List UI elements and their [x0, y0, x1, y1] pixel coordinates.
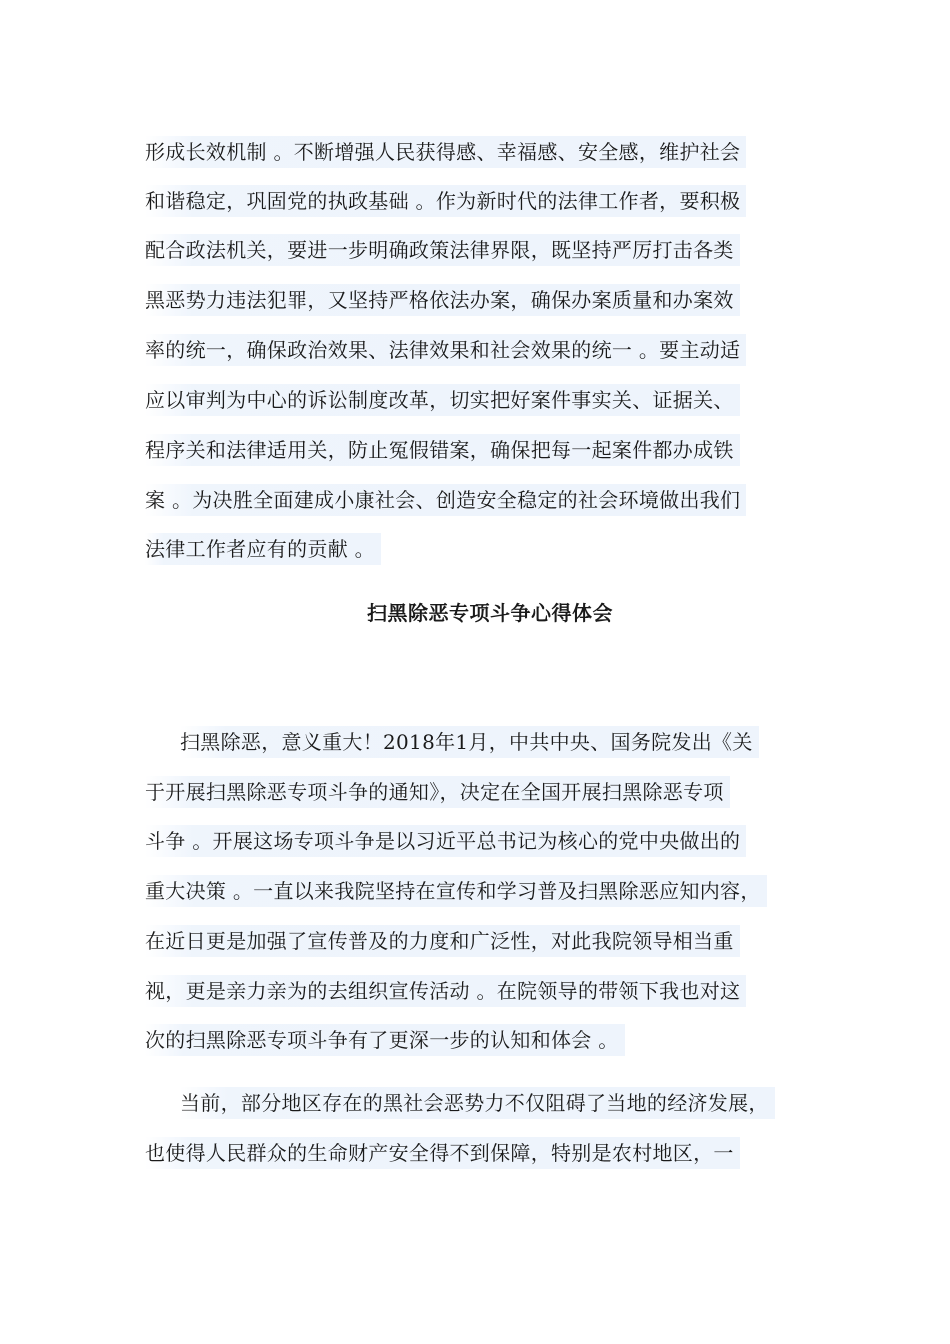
text-line: 案 。为决胜全面建成小康社会、创造安全稳定的社会环境做出我们 [145, 484, 746, 516]
text-line: 率的统一，确保政治效果、法律效果和社会效果的统一 。要主动适 [145, 334, 746, 366]
text-line: 重大决策 。一直以来我院坚持在宣传和学习普及扫黑除恶应知内容， [145, 875, 767, 907]
text-line: 形成长效机制 。不断增强人民获得感、幸福感、安全感，维护社会 [145, 136, 746, 168]
text-line: 斗争 。开展这场专项斗争是以习近平总书记为核心的党中央做出的 [145, 825, 746, 857]
document-title: 扫黑除恶专项斗争心得体会 [367, 601, 613, 625]
text-line: 于开展扫黑除恶专项斗争的通知》，决定在全国开展扫黑除恶专项 [145, 776, 730, 808]
text-line: 和谐稳定，巩固党的执政基础 。作为新时代的法律工作者，要积极 [145, 185, 746, 217]
text-line: 也使得人民群众的生命财产安全得不到保障，特别是农村地区，一 [145, 1137, 740, 1169]
text-line: 程序关和法律适用关，防止冤假错案，确保把每一起案件都办成铁 [145, 434, 740, 466]
text-line: 法律工作者应有的贡献 。 [145, 533, 381, 565]
text-line: 在近日更是加强了宣传普及的力度和广泛性，对此我院领导相当重 [145, 925, 740, 957]
text-line: 扫黑除恶，意义重大！2018年1月，中共中央、国务院发出《关 [180, 726, 759, 758]
text-line: 应以审判为中心的诉讼制度改革，切实把好案件事实关、证据关、 [145, 384, 740, 416]
text-line: 配合政法机关，要进一步明确政策法律界限，既坚持严厉打击各类 [145, 234, 740, 266]
text-line: 当前，部分地区存在的黑社会恶势力不仅阻碍了当地的经济发展， [180, 1087, 775, 1119]
text-line: 次的扫黑除恶专项斗争有了更深一步的认知和体会 。 [145, 1024, 625, 1056]
text-line: 黑恶势力违法犯罪，又坚持严格依法办案，确保办案质量和办案效 [145, 284, 740, 316]
text-line: 视，更是亲力亲为的去组织宣传活动 。在院领导的带领下我也对这 [145, 975, 746, 1007]
